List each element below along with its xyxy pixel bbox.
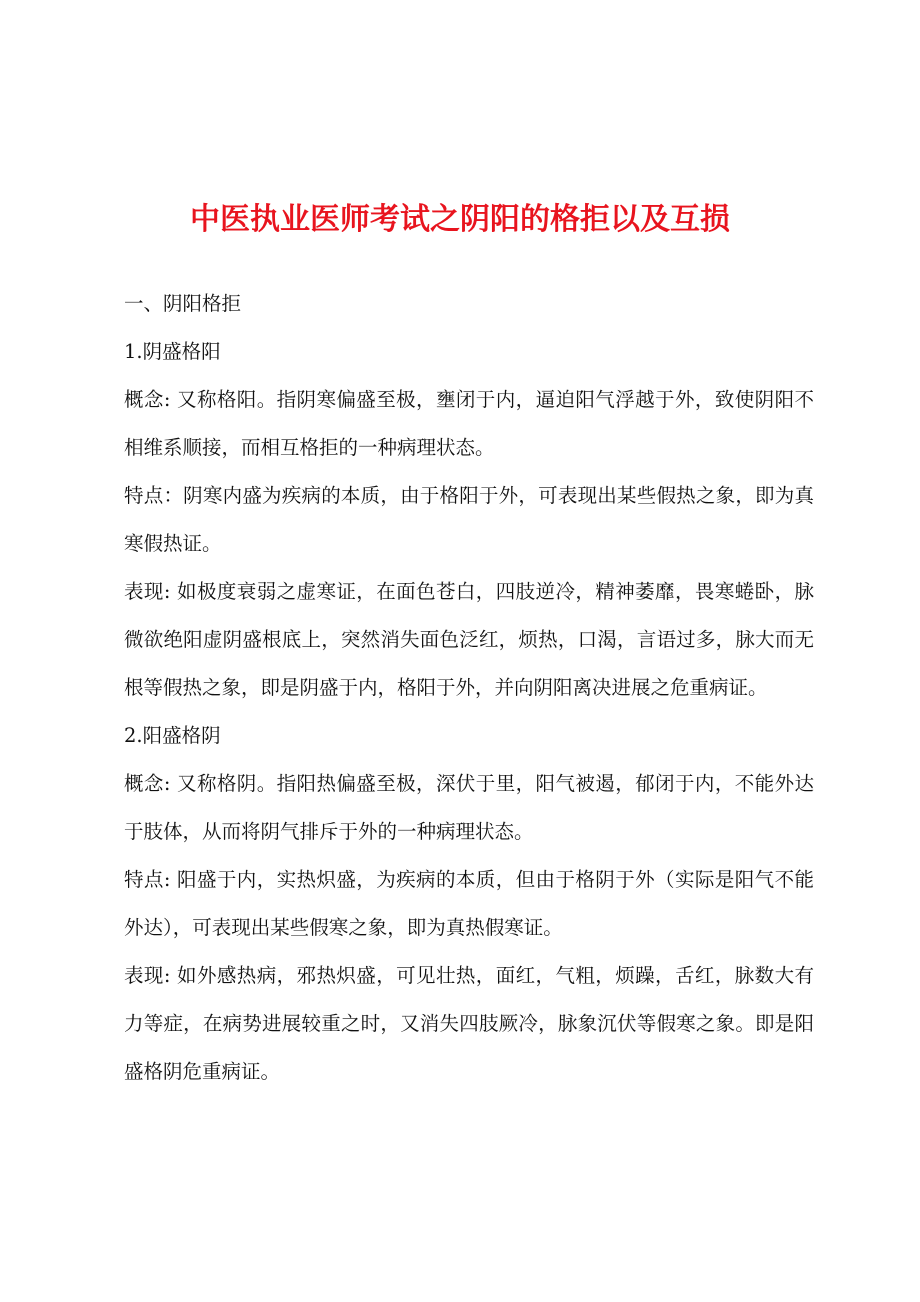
paragraph-features-1: 特点：阴寒内盛为疾病的本质，由于格阳于外，可表现出某些假热之象，即为真寒假热证。 <box>124 484 814 555</box>
document-body <box>124 280 814 1096</box>
subsection-heading-yangsheng-geyin: 2.阳盛格阴 <box>124 724 221 747</box>
paragraph-concept-1: 概念: 又称格阳。指阴寒偏盛至极，壅闭于内，逼迫阳气浮越于外，致使阴阳不相维系顺接，而相互格拒的一种病理状态。 <box>124 388 814 459</box>
paragraph-manifestation-2: 表现: 如外感热病，邪热炽盛，可见壮热，面红，气粗，烦躁，舌红，脉数大有力等症，在病势进展较重之时，又消失四肢厥冷，脉象沉伏等假寒之象。即是阳盛格阴危重病证。 <box>124 964 814 1083</box>
paragraph-manifestation-1: 表现: 如极度衰弱之虚寒证，在面色苍白，四肢逆冷，精神萎靡，畏寒蜷卧，脉微欲绝阳虚阴盛根底上，突然消失面色泛红，烦热，口渴，言语过多，脉大而无根等假热之象，即是阴盛于内，格阳于外，并向阴阳离决进展之危重病证。 <box>124 580 814 699</box>
document-title: 中医执业医师考试之阴阳的格拒以及互损 <box>190 202 730 237</box>
paragraph-concept-2: 概念: 又称格阴。指阳热偏盛至极，深伏于里，阳气被遏，郁闭于内，不能外达于肢体，从而将阴气排斥于外的一种病理状态。 <box>124 772 814 843</box>
paragraph-features-2: 特点: 阳盛于内，实热炽盛，为疾病的本质，但由于格阴于外（实际是阳气不能外达），可表现出某些假寒之象，即为真热假寒证。 <box>124 868 814 939</box>
section-heading-yinyang-geju: 一、阴阳格拒 <box>124 292 242 315</box>
subsection-heading-yinsheng-geyang: 1.阴盛格阳 <box>124 340 221 363</box>
